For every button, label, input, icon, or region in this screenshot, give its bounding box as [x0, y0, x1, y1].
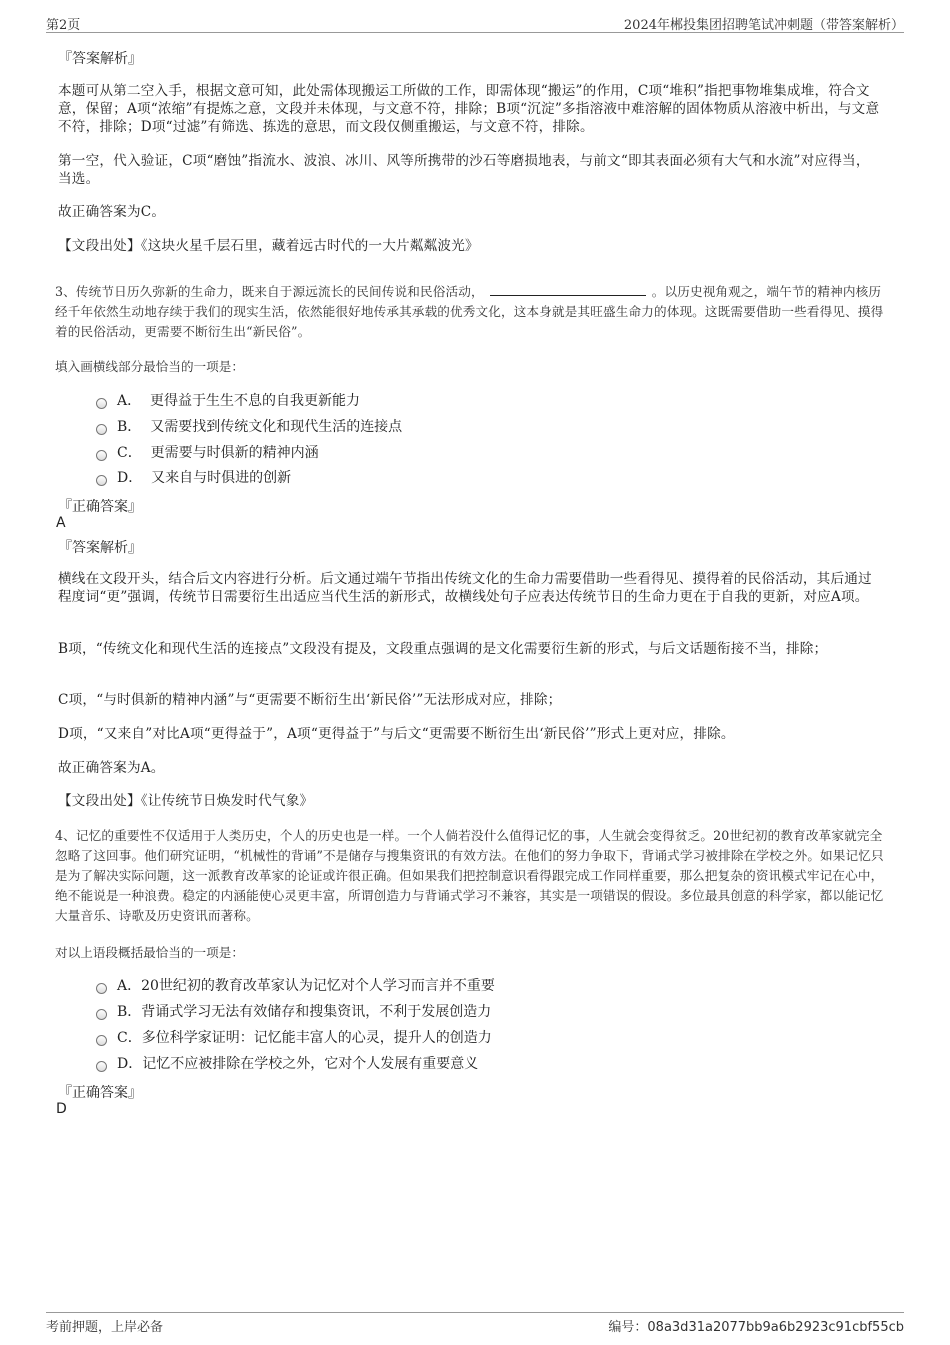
q3-analysis-paragraph-3: C项，“与时俱新的精神内涵”与“更需要不断衍生出‘新民俗’”无法形成对应，排除；: [58, 692, 562, 708]
q3-question-text: [55, 282, 893, 342]
radio-icon[interactable]: [96, 1061, 107, 1072]
q3-option-d[interactable]: [96, 467, 291, 487]
radio-icon[interactable]: [96, 398, 107, 409]
document-code-label: 编号：: [608, 1320, 648, 1335]
q4-answer: D: [56, 1101, 67, 1117]
radio-icon[interactable]: [96, 424, 107, 435]
radio-icon[interactable]: [96, 983, 107, 994]
q2-analysis-paragraph-1: 本题可从第二空入手，根据文意可知，此处需体现搬运工所做的工作，即需体现“搬运”的作用，C项“堆积”指把事物堆集成堆，符合文意，保留；A项“浓缩”有提炼之意，文段并未体现，与文意不符，排除；B项“沉淀”多指溶液中难溶解的固体物质从溶液中析出，与文意不符，排除；D项“过滤”有筛选、拣选的意思，而文段仅侧重搬运，与文意不符，排除。: [58, 83, 880, 135]
q3-answer: A: [56, 515, 66, 531]
q3-analysis-conclusion: 故正确答案为A。: [58, 760, 165, 776]
q3-analysis-paragraph-4: D项，“又来自”对比A项“更得益于”，A项“更得益于”与后文“更需要不断衍生出‘新民俗’”形式上更对应，排除。: [58, 726, 735, 742]
q3-option-a-label: A． 更得益于生生不息的自我更新能力: [117, 393, 361, 409]
document-code-value: 08a3d31a2077bb9a6b2923c91cbf55cb: [647, 1320, 904, 1335]
q3-source: 【文段出处】《让传统节日焕发时代气象》: [58, 793, 314, 809]
radio-icon[interactable]: [96, 1009, 107, 1020]
page-number: 第2页: [46, 18, 81, 33]
q4-option-c-label: C．多位科学家证明：记忆能丰富人的心灵，提升人的创造力: [117, 1030, 492, 1046]
q3-option-b[interactable]: [96, 416, 402, 436]
q3-option-c[interactable]: [96, 442, 319, 462]
q3-option-a[interactable]: [96, 390, 360, 410]
q4-option-a-label: A．20世纪初的教育改革家认为记忆对个人学习而言并不重要: [117, 978, 495, 994]
document-title: 2024年郴投集团招聘笔试冲刺题（带答案解析）: [623, 18, 904, 33]
q3-answer-label: 『正确答案』: [58, 499, 142, 515]
q2-source: 【文段出处】《这块火星千层石里，藏着远古时代的一大片粼粼波光》: [58, 238, 479, 254]
document-code: [608, 1316, 904, 1335]
q4-option-d-label: D．记忆不应被排除在学校之外，它对个人发展有重要意义: [117, 1056, 479, 1072]
radio-icon[interactable]: [96, 1035, 107, 1046]
page-header: [46, 12, 904, 33]
q3-option-c-label: C． 更需要与时俱新的精神内涵: [117, 445, 319, 461]
q4-option-b[interactable]: [96, 1001, 491, 1021]
q4-question-text: 4、记忆的重要性不仅适用于人类历史，个人的历史也是一样。一个人倘若没什么值得记忆的事，人生就会变得贫乏。20世纪初的教育改革家就完全忽略了这回事。他们研究证明，“机械性的背诵”不是储存与搜集资讯的有效方法。在他们的努力争取下，背诵式学习被排除在学校之外。如果记忆只是为了解决实际问题，这一派教育改革家的论证或许很正确。但如果我们把控制意识看得跟完成工作同样重要，那么把复杂的资讯模式牢记在心中，绝不能说是一种浪费。稳定的内涵能使心灵更丰富，所谓创造力与背诵式学习不兼容，其实是一项错误的假设。多位最具创意的科学家，都以能记忆大量音乐、诗歌及历史资讯而著称。: [55, 828, 884, 923]
q4-answer-label: 『正确答案』: [58, 1085, 142, 1101]
q3-analysis-paragraph-2: B项，“传统文化和现代生活的连接点”文段没有提及，文段重点强调的是文化需要衍生新的形式，与后文话题衔接不当，排除；: [58, 641, 828, 657]
q2-analysis-conclusion: 故正确答案为C。: [58, 204, 166, 220]
q4-option-b-label: B．背诵式学习无法有效储存和搜集资讯，不利于发展创造力: [117, 1004, 492, 1020]
q3-option-d-label: D． 又来自与时俱进的创新: [117, 470, 292, 486]
q3-text-after-blank: 。以历史视角观之，端午节的精神内核历经千年依然生动地存续于我们的现实生活，依然能很好地传承其承载的优秀文化，这本身就是其旺盛生命力的体现。这既需要借助一些看得见、摸得着的民俗活动，更需要不断衍生出“新民俗”。: [55, 284, 884, 339]
q4-option-d[interactable]: [96, 1053, 478, 1073]
q3-analysis-label: 『答案解析』: [58, 540, 142, 556]
q3-analysis-paragraph-1: 横线在文段开头，结合后文内容进行分析。后文通过端午节指出传统文化的生命力需要借助一些看得见、摸得着的民俗活动，其后通过程度词“更”强调，传统节日需要衍生出适应当代生活的新形式，故横线处句子应表达传统节日的生命力更在于自我的更新，对应A项。: [58, 571, 872, 605]
radio-icon[interactable]: [96, 475, 107, 486]
q2-analysis-paragraph-2: 第一空，代入验证，C项“磨蚀”指流水、波浪、冰川、风等所携带的沙石等磨损地表，与前文“即其表面必须有大气和水流”对应得当，当选。: [58, 153, 870, 187]
q2-analysis-label: 『答案解析』: [58, 51, 142, 67]
page-footer: [46, 1312, 904, 1339]
radio-icon[interactable]: [96, 450, 107, 461]
q3-prompt: 填入画横线部分最恰当的一项是：: [55, 359, 244, 374]
fill-in-blank-line: [490, 283, 646, 296]
q3-text-before-blank: 3、传统节日历久弥新的生命力，既来自于源远流长的民间传说和民俗活动，: [55, 284, 484, 299]
q4-option-a[interactable]: [96, 975, 495, 995]
q4-option-c[interactable]: [96, 1027, 492, 1047]
q4-prompt: 对以上语段概括最恰当的一项是：: [55, 945, 244, 960]
q3-option-b-label: B． 又需要找到传统文化和现代生活的连接点: [117, 419, 403, 435]
footer-slogan: 考前押题，上岸必备: [46, 1320, 164, 1335]
